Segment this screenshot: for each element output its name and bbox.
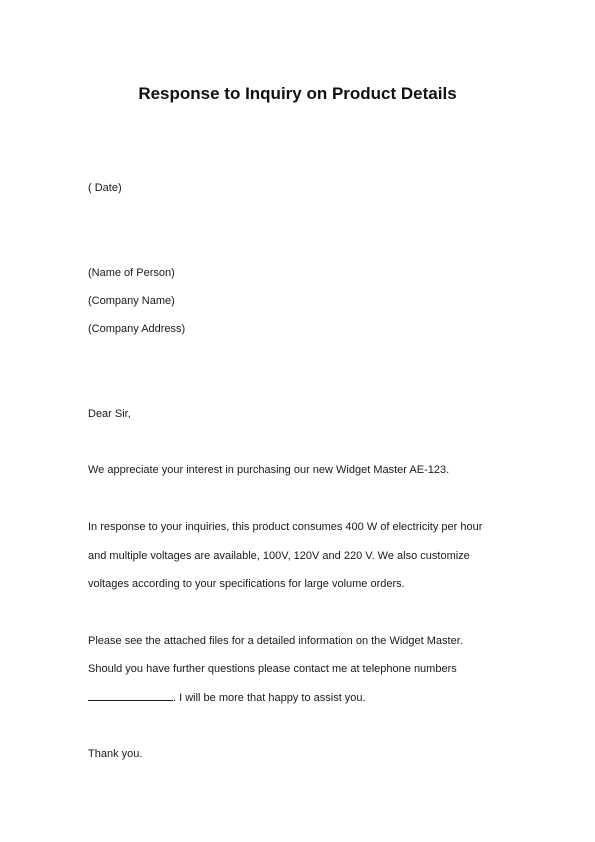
salutation: Dear Sir, [88,408,131,420]
paragraph-specs-line-1: In response to your inquiries, this product consumes 400 W of electricity per hour [88,521,483,533]
date-placeholder: ( Date) [88,182,122,194]
paragraph-contact-line-2: Should you have further questions please contact me at telephone numbers [88,663,457,675]
contact-line-suffix: . I will be more that happy to assist you. [173,692,366,704]
letter-title: Response to Inquiry on Product Details [138,84,457,103]
recipient-name: (Name of Person) [88,267,175,279]
closing: Thank you. [88,748,143,760]
paragraph-contact-line-1: Please see the attached files for a detailed information on the Widget Master. [88,635,463,647]
paragraph-contact-line-3 [88,690,366,705]
paragraph-specs-line-2: and multiple voltages are available, 100V, 120V and 220 V. We also customize [88,550,470,562]
paragraph-specs-line-3: voltages according to your specifications for large volume orders. [88,578,405,590]
recipient-address: (Company Address) [88,323,186,335]
telephone-blank [88,690,173,701]
paragraph-appreciation: We appreciate your interest in purchasing our new Widget Master AE-123. [88,464,450,476]
recipient-company: (Company Name) [88,295,175,307]
